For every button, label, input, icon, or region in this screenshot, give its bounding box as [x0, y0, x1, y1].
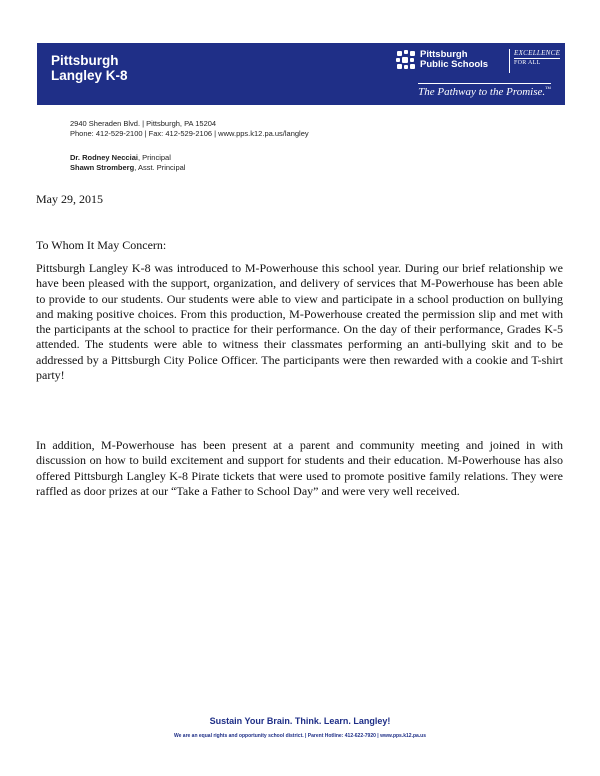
excellence-logo-main: EXCELLENCE [514, 49, 561, 57]
footer-slogan: Sustain Your Brain. Think. Learn. Langley! [209, 716, 391, 726]
letterhead-banner [37, 43, 565, 105]
school-name-line1: Pittsburgh [51, 53, 119, 68]
letter-paragraph-2: In addition, M-Powerhouse has been present at a parent and community meeting and joined in with discussion on how to build excitement and support for students and their education. M-Powerhouse has also offered Pittsburgh Langley K-8 Pirate tickets that were used to promote positive family relations. They were raffled as door prizes at our “Take a Father to School Day” and were very well received. [36, 438, 563, 498]
school-name [51, 53, 128, 83]
tagline-text: The Pathway to the Promise. [418, 86, 546, 98]
district-name-line2: Public Schools [420, 59, 489, 70]
principal-line [70, 153, 185, 163]
letter-paragraph-1: Pittsburgh Langley K-8 was introduced to M-Powerhouse this school year. During our brief relationship we have been pleased with the support, organization, and delivery of services that M-Powerhouse has been able to provide to our students. Our students were able to view and participate in a school production on bullying and making positive choices. From this production, M-Powerhouse created the permission slip and met with the participants at the school to practice for their performance. On the day of their performance, Grades K-5 attended. The students were able to witness their classmates performing an anti-bullying skit and to be addressed by a Pittsburgh City Police Officer. The participants were then rewarded with a cookie and T-shirt party! [36, 261, 563, 383]
staff-block [70, 153, 185, 173]
principal-title: , Principal [137, 153, 171, 162]
principal-name: Dr. Rodney Necciai [70, 153, 138, 162]
asst-principal-name: Shawn Stromberg [70, 163, 135, 172]
excellence-logo-sub: FOR ALL [514, 60, 541, 66]
tagline [418, 83, 551, 98]
school-address [70, 119, 309, 139]
school-name-line2: Langley K-8 [51, 68, 128, 83]
district-logo [396, 48, 561, 78]
district-name [420, 50, 488, 70]
address-line2: Phone: 412-529-2100 | Fax: 412-529-2106 | www.pps.k12.pa.us/langley [70, 129, 309, 138]
letter-salutation: To Whom It May Concern: [36, 238, 167, 252]
district-name-line1: Pittsburgh [420, 49, 468, 60]
address-line1: 2940 Sheraden Blvd. | Pittsburgh, PA 15204 [70, 119, 217, 128]
excellence-logo [509, 49, 561, 73]
letter-date: May 29, 2015 [36, 192, 103, 206]
tagline-trademark: ™ [545, 86, 551, 93]
asst-principal-line [70, 163, 185, 173]
asst-principal-title: , Asst. Principal [134, 163, 186, 172]
footer-info: We are an equal rights and opportunity school district. | Parent Hotline: 412-622-7920 | www.pps.k12.pa.us [173, 733, 427, 739]
district-logo-icon [396, 50, 416, 70]
